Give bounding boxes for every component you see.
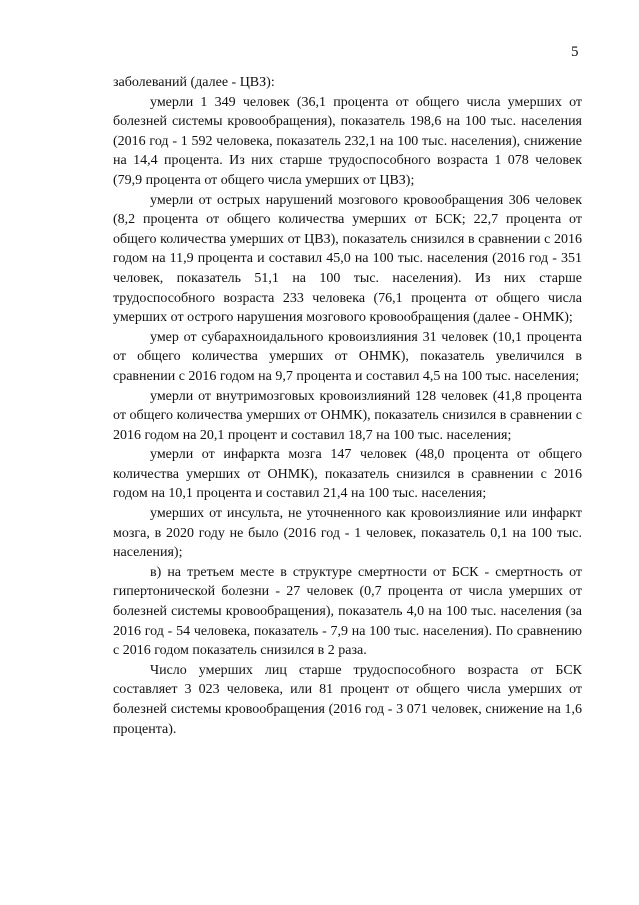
paragraph-4 (113, 328, 582, 387)
paragraph-6 (113, 445, 582, 504)
paragraph-5 (113, 387, 582, 446)
paragraph-6-text: умерли от инфаркта мозга 147 человек (48,0 процента от общего количества умерших от ОНМК), показатель снизился в сравнении с 2016 годом на 10,1 процента и составил 21,4 на 100 тыс. населения; (113, 447, 582, 502)
paragraph-1-text: заболеваний (далее - ЦВЗ): (113, 75, 275, 90)
paragraph-2 (113, 93, 582, 191)
page-number: 5 (571, 44, 579, 60)
paragraph-8 (113, 563, 582, 661)
document-body (113, 73, 582, 739)
paragraph-9-text: Число умерших лиц старше трудоспособного возраста от БСК составляет 3 023 человека, или 81 процент от общего числа умерших от болезней системы кровообращения (2016 год - 3 071 человек, снижение на 1,6 процента). (113, 662, 582, 737)
paragraph-3 (113, 191, 582, 328)
paragraph-2-text: умерли 1 349 человек (36,1 процента от общего числа умерших от болезней системы кровообращения), показатель 198,6 на 100 тыс. населения (2016 год - 1 592 человека, показатель 232,1 на 100 тыс. населения), снижение на 14,4 процента. Из них старше трудоспособного возраста 1 078 человек (79,9 процента от общего числа умерших от ЦВЗ); (113, 94, 582, 188)
paragraph-1 (113, 73, 582, 93)
paragraph-9 (113, 661, 582, 739)
paragraph-7-text: умерших от инсульта, не уточненного как кровоизлияние или инфаркт мозга, в 2020 году не было (2016 год - 1 человек, показатель 0,1 на 100 тыс. населения); (113, 506, 582, 561)
paragraph-3-text: умерли от острых нарушений мозгового кровообращения 306 человек (8,2 процента от общего количества умерших от БСК; 22,7 процента от общего количества умерших от ЦВЗ), показатель снизился в сравнении с 2016 годом на 11,9 процента и составил 45,0 на 100 тыс. населения (2016 год - 351 человек, показатель 51,1 на 100 тыс. населения). Из них старше трудоспособного возраста 233 человека (76,1 процента от общего числа умерших от острого нарушения мозгового кровообращения (далее - ОНМК); (113, 192, 582, 326)
paragraph-8-text: в) на третьем месте в структуре смертности от БСК - смертность от гипертонической болезни - 27 человек (0,7 процента от числа умерших от болезней системы кровообращения), показатель 4,0 на 100 тыс. населения (за 2016 год - 54 человека, показатель - 7,9 на 100 тыс. населения). По сравнению с 2016 годом показатель снизился в 2 раза. (113, 564, 582, 659)
paragraph-4-text: умер от субарахноидального кровоизлияния 31 человек (10,1 процента от общего количества умерших от ОНМК), показатель увеличился в сравнении с 2016 годом на 9,7 процента и составил 4,5 на 100 тыс. населения; (113, 329, 582, 384)
paragraph-7 (113, 504, 582, 563)
paragraph-5-text: умерли от внутримозговых кровоизлияний 128 человек (41,8 процента от общего количества умерших от ОНМК), показатель снизился в сравнении с 2016 годом на 20,1 процент и составил 18,7 на 100 тыс. населения; (113, 388, 582, 443)
